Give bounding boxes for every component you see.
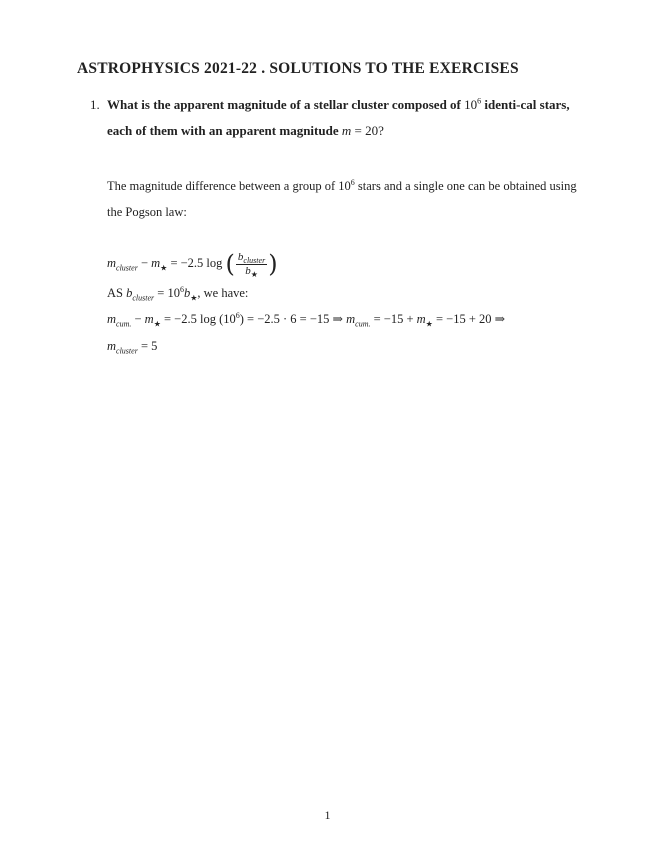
brightness-relation: AS $b_{cluster} = 10^6b_★$, we have: bbox=[107, 284, 249, 303]
page-title: ASTROPHYSICS 2021-22 . SOLUTIONS TO THE EXERCISES bbox=[77, 60, 519, 77]
answer-intro: The magnitude difference between a group of $10^6$ stars and a single one can be obtained using the Pogson law: bbox=[107, 177, 577, 219]
pogson-equation: $m_{cluster} - m_★ = -2.5$ log ( $\frac{b_{cluster}}{b_★}$ ) bbox=[107, 250, 278, 279]
question-number: 1. bbox=[90, 97, 100, 112]
brightness-ratio-fraction: $\frac{b_{cluster}}{b_★}$ bbox=[237, 250, 266, 279]
final-result: $m_{cluster} = 5$ bbox=[107, 339, 158, 356]
question-text: What is the apparent magnitude of a stellar cluster composed of $10^6$ identi-cal stars, each of them with an apparent magnitude m = 20? bbox=[107, 96, 570, 138]
page-number: 1 bbox=[324, 808, 331, 822]
question-1 bbox=[90, 92, 590, 144]
derivation-line: $m_{cum.} - m_★ = -2.5$ $\log (10^6) = -2.5 \cdot 6 = -15$ ⇒ $m_{cum.} = -15 + m_★ = -15 + 20$ ⇒ bbox=[107, 310, 506, 329]
